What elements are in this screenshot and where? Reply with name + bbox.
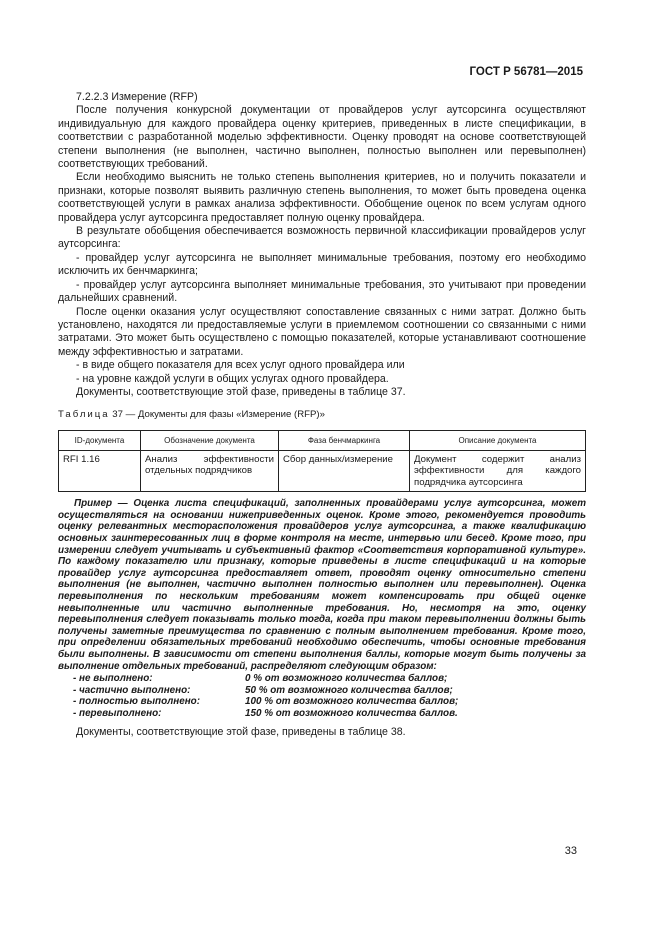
column-header: Фаза бенчмаркинга: [279, 430, 410, 450]
paragraph: В результате обобщения обеспечивается возможность первичной классификации провайдеров услуг аутсорсинга:: [58, 225, 586, 251]
column-header: Описание документа: [410, 430, 586, 450]
column-header: Обозначение документа: [141, 430, 279, 450]
list-item: - на уровне каждой услуги в общих услугах одного провайдера.: [76, 372, 389, 385]
scale-value: 150 % от возможного количества баллов.: [245, 707, 458, 719]
table-caption-text: 37 — Документы для фазы «Измерение (RFP)»: [112, 409, 325, 421]
scale-label: - полностью выполнено:: [73, 696, 201, 708]
scale-value: 50 % от возможного количества баллов;: [245, 684, 453, 696]
paragraph: После оценки оказания услуг осуществляют сопоставление связанных с ними затрат. Должно быть установлено, находятся ли предоставляемые услуги в приемлемом соотношении со связанными с ними затратами. Это может быть осуществлено с помощью показателей, которые устанавливают соотношение между эффективностью и затратами.: [58, 305, 586, 358]
paragraph: После получения конкурсной документации от провайдеров услуг аутсорсинга осуществляют индивидуальную для каждого провайдера оценку критериев, приведенных в листе спецификации, в соответствии с разработанной моделью эффективности. Оценку проводят на основе соответствующей степени выполнения (не выполнен, частично выполнен, полностью выполнен или перевыполнен) соответствующих требований.: [58, 104, 586, 171]
table-cell: Сбор данных/измерение: [279, 450, 410, 492]
scale-row: [58, 673, 586, 685]
scale-row: [58, 685, 586, 697]
table-caption: [58, 408, 586, 421]
documents-table: [58, 430, 586, 493]
scale-value: 100 % от возможного количества баллов;: [245, 696, 459, 708]
section-heading: 7.2.2.3 Измерение (RFP): [76, 91, 198, 103]
column-header: ID-документа: [59, 430, 141, 450]
scale-row: [58, 708, 586, 720]
scale-label: - не выполнено:: [73, 673, 153, 685]
paragraph: Если необходимо выяснить не только степень выполнения критериев, но и получить показатели и признаки, которые позволят выявить различную степень выполнения, то может быть проведена оценка соответствующей услуги в рамках анализа эффективности. Обобщение оценок по всем услугам одного провайдера услуг аутсорсинга предоставляет полную оценку провайдера.: [58, 171, 586, 224]
table-cell: Документ содержит анализ эффективности для каждого подрядчика аутсорсинга: [410, 450, 586, 492]
example-text: Пример — Оценка листа спецификаций, заполненных провайдерами услуг аутсорсинга, может осуществляться на основании нижеприведенных оценок. Кроме этого, рекомендуется проводить оценку релевантных месторасположения провайдеров услуг аутсорсинга, а также квалификацию основных заинтересованных лиц в форме контроля на месте, интервью или бесед. Кроме того, при измерении следует учитывать и субъективный фактор «Соответствия корпоративной культуре». По каждому показателю или признаку, которые приведены в листе спецификаций и на которые провайдер услуг аутсорсинга предоставляет ответ, проводят оценку относительно степени выполнения (не выполнен, частично выполнен полностью выполнен или перевыполнен). Оценка перевыполнения по нескольким требованиям может компенсировать при общей оценке невыполненные или частично выполненные требования. Но, несмотря на это, оценку перевыполнения следует показывать только тогда, когда при таком перевыполнении должны быть получены заметные преимущества по сравнению с полным выполнением требования. Кроме того, при определении обязательных требований необходимо обеспечить, чтобы основные требования были выполнены. В зависимости от степени выполнения баллы, которые могут быть получены за выполнение отдельных требований, распределяют следующим образом:: [58, 498, 586, 672]
table-cell: Анализ эффективности отдельных подрядчиков: [141, 450, 279, 492]
example-note: [58, 498, 586, 719]
table-row: [59, 450, 586, 492]
page-content: [58, 91, 586, 739]
table-caption-label: Таблица: [58, 409, 110, 421]
paragraph: Документы, соответствующие этой фазе, приведены в таблице 37.: [76, 385, 406, 398]
list-item: - провайдер услуг аутсорсинга не выполняет минимальные требования, поэтому его необходимо исключить их бенчмаркинга;: [58, 251, 586, 278]
closing-paragraph: Документы, соответствующие этой фазе, приведены в таблице 38.: [76, 725, 406, 738]
document-header: ГОСТ Р 56781—2015: [469, 66, 583, 78]
scoring-scale: [58, 673, 586, 719]
list-item: - в виде общего показателя для всех услуг одного провайдера или: [76, 359, 405, 372]
scale-value: 0 % от возможного количества баллов;: [245, 673, 448, 685]
list-item: - провайдер услуг аутсорсинга выполняет минимальные требования, это учитывают при проведении дальнейших сравнений.: [58, 278, 586, 305]
scale-row: [58, 696, 586, 708]
scale-label: - частично выполнено:: [73, 684, 191, 696]
table-header-row: [59, 430, 586, 450]
page-number: 33: [564, 845, 577, 857]
table-cell: RFI 1.16: [59, 450, 141, 492]
scale-label: - перевыполнено:: [73, 707, 162, 719]
